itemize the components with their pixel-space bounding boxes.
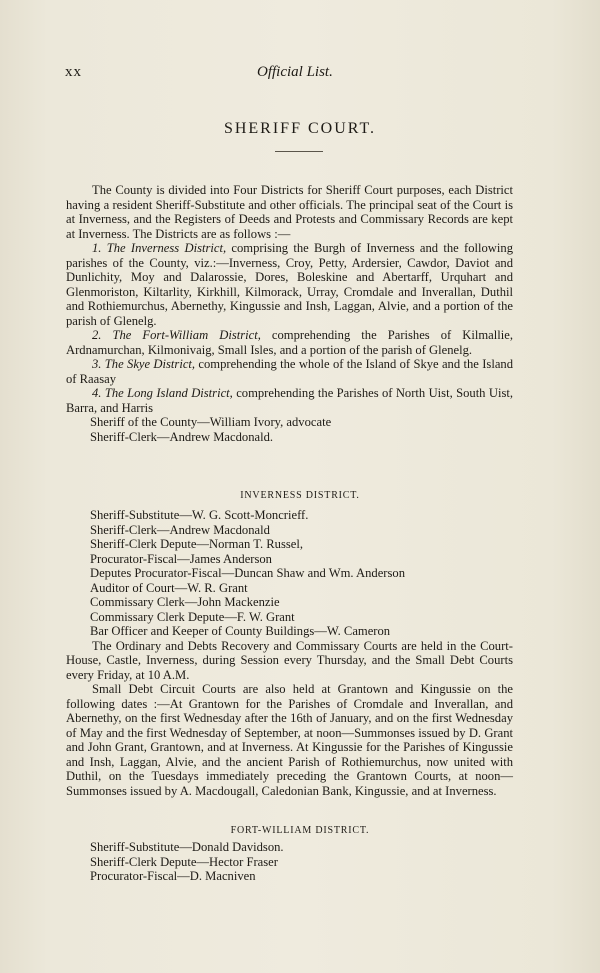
district-item: 4. The Long Island District, comprehending the Parishes of North Uist, South Uist, Barra, and Harris: [66, 386, 513, 415]
title-rule: [275, 151, 323, 152]
official-entry: Bar Officer and Keeper of County Buildings—W. Cameron: [90, 624, 391, 638]
district-item: 3. The Skye District, comprehending the whole of the Island of Skye and the Island of Raasay: [66, 357, 513, 386]
running-head: Official List.: [257, 64, 333, 80]
district-name: The Skye District,: [104, 357, 196, 371]
district-name: The Fort-William District,: [112, 328, 261, 342]
circuit-courts-paragraph: Small Debt Circuit Courts are also held at Grantown and Kingussie on the following dates :—At Grantown for the Parishes of Cromdale and Inverallan, and Abernethy, on the first Wednesday after the 16th of January, and on the first Wednesday of May and the first Wednesday of September, at noon—Summonses issued by D. Grant and John Grant, Grantown, and at Inverness. At Kingussie for the Parishes of Kingussie and Insh, Laggan, Alvie, and the ancient Parish of Rothiemurchus, now united with Duthil, on the Tuesdays immediately preceding the Grantown Courts, at noon—Summonses issued by A. Macdougall, Caledonian Bank, Kingussie, and at Inverness.: [66, 682, 513, 798]
court-schedule-paragraph: The Ordinary and Debts Recovery and Commissary Courts are held in the Court-House, Castle, Inverness, during Session every Thursday, and the Small Debt Courts every Friday, at 10 A.M.: [66, 638, 513, 682]
official-entry: Sheriff-Substitute—W. G. Scott-Moncrieff.: [90, 508, 309, 522]
page-number: xx: [65, 64, 82, 80]
page-header: [65, 64, 532, 84]
official-entry: Sheriff-Clerk—Andrew Macdonald: [90, 522, 270, 537]
official-entry: Commissary Clerk—John Mackenzie: [90, 595, 280, 609]
district-item: 1. The Inverness District, comprising the Burgh of Inverness and the following parishes of the County, viz.:—Inverness, Croy, Petty, Ardersier, Cawdor, Daviot and Dunlichity, Moy and Dalarossie, Dores, Boleskine and Abertarff, Urquhart and Glenmoriston, Kiltarlity, Kirkhill, Kilmorack, Urray, Cromdale and Inverallan, Duthil and Rothiemurchus, Abernethy, Kingussie and Insh, Laggan, Alvie, and a portion of the parish of Glenelg.: [66, 241, 513, 328]
official-entry: Auditor of Court—W. R. Grant: [90, 580, 248, 595]
district-item: 2. The Fort-William District, comprehending the Parishes of Kilmallie, Ardnamurchan, Kilmonivaig, Small Isles, and a portion of the parish of Glenelg.: [66, 328, 513, 357]
official-entry: Sheriff of the County—William Ivory, advocate: [90, 415, 332, 429]
overview-section: [66, 183, 513, 444]
official-entry: Sheriff-Clerk Depute—Norman T. Russel,: [90, 537, 304, 551]
district-name: The Long Island District,: [104, 386, 233, 400]
official-entry: Sheriff-Clerk—Andrew Macdonald.: [90, 429, 274, 444]
county-officials: [66, 415, 513, 444]
district-name: The Inverness District,: [106, 241, 227, 255]
inverness-district-section: [66, 508, 513, 798]
fort-william-district-section: [66, 840, 513, 884]
official-entry: Sheriff-Substitute—Donald Davidson.: [90, 840, 284, 854]
official-entry: Sheriff-Clerk Depute—Hector Fraser: [90, 854, 278, 869]
fort-william-officials: [66, 840, 513, 884]
official-entry: Deputes Procurator-Fiscal—Duncan Shaw and Wm. Anderson: [90, 566, 405, 580]
official-entry: Procurator-Fiscal—James Anderson: [90, 551, 272, 566]
official-entry: Procurator-Fiscal—D. Macniven: [90, 869, 256, 883]
intro-paragraph: The County is divided into Four Districts for Sheriff Court purposes, each District having a resident Sheriff-Substitute and other officials. The principal seat of the Court is at Inverness, and the Registers of Deeds and Protests and Commissary Records are kept at Inverness. The Districts are as follows :—: [66, 183, 513, 241]
fort-william-district-heading: FORT-WILLIAM DISTRICT.: [230, 825, 370, 836]
official-entry: Commissary Clerk Depute—F. W. Grant: [90, 609, 295, 624]
inverness-officials: [66, 508, 513, 639]
inverness-district-heading: INVERNESS DISTRICT.: [240, 490, 360, 501]
page-title: SHERIFF COURT.: [223, 120, 377, 137]
